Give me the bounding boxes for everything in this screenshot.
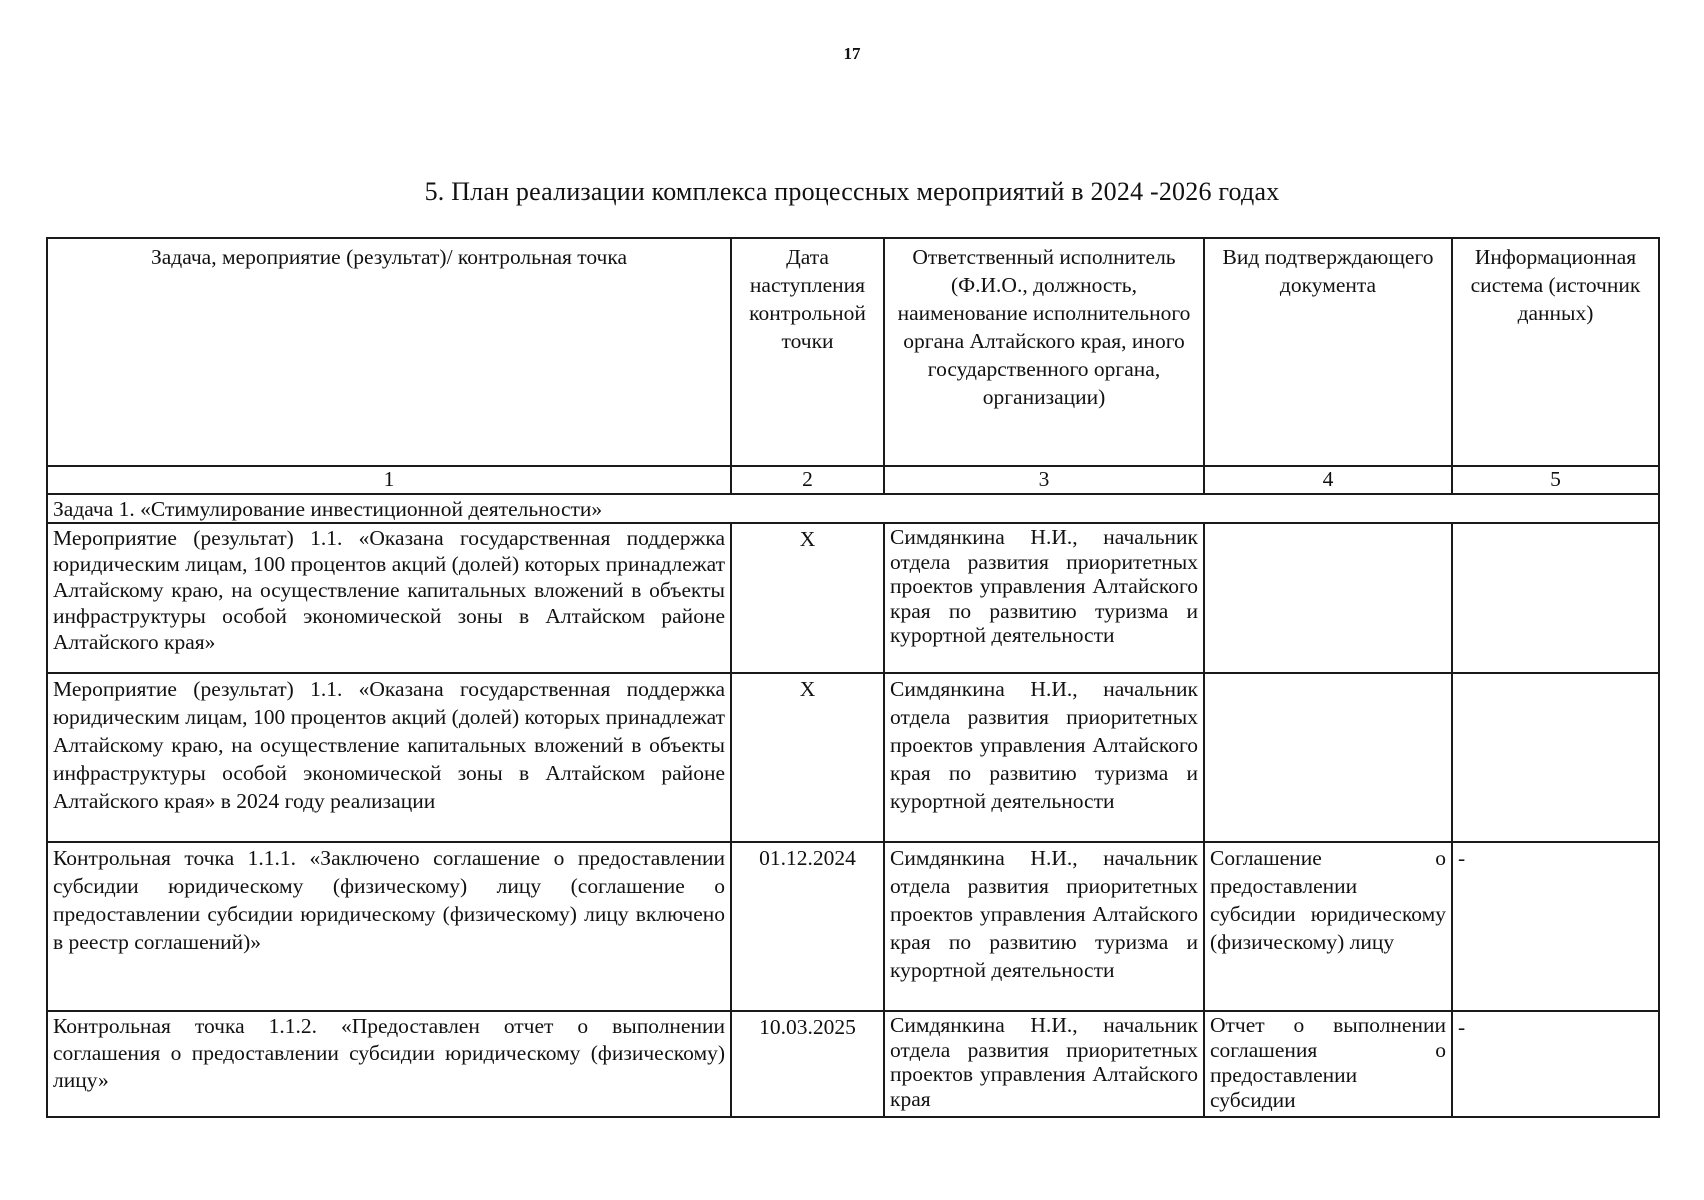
column-number: 1: [47, 466, 731, 494]
table-row: [47, 523, 1659, 673]
header-document: Вид подтверждающего документа: [1204, 238, 1452, 466]
column-number: 2: [731, 466, 884, 494]
row-system: [1452, 523, 1659, 673]
row-executor: Симдянкина Н.И., начальник отдела развития приоритетных проектов управления Алтайского края по развитию туризма и курортной деятельности: [884, 842, 1204, 1011]
table-row: [47, 1011, 1659, 1117]
column-number: 5: [1452, 466, 1659, 494]
row-system: -: [1452, 1011, 1659, 1117]
row-name: Контрольная точка 1.1.1. «Заключено соглашение о предоставлении субсидии юридическому (физическому) лицу (соглашение о предоставлении субсидии юридическому (физическому) лицу включено в реестр соглашений)»: [47, 842, 731, 1011]
table-header-row: [47, 238, 1659, 466]
row-date: 10.03.2025: [731, 1011, 884, 1117]
column-number: 3: [884, 466, 1204, 494]
row-executor: Симдянкина Н.И., начальник отдела развития приоритетных проектов управления Алтайского края по развитию туризма и курортной деятельности: [884, 523, 1204, 673]
header-date: Дата наступления контрольной точки: [731, 238, 884, 466]
page-number: 17: [843, 44, 861, 63]
row-date: X: [731, 673, 884, 842]
column-number-row: [47, 466, 1659, 494]
row-name: Мероприятие (результат) 1.1. «Оказана государственная поддержка юридическим лицам, 100 процентов акций (долей) которых принадлежат Алтайскому краю, на осуществление капитальных вложений в объекты инфраструктуры особой экономической зоны в Алтайском районе Алтайского края» в 2024 году реализации: [47, 673, 731, 842]
row-executor: Симдянкина Н.И., начальник отдела развития приоритетных проектов управления Алтайского края по развитию туризма и курортной деятельности: [884, 673, 1204, 842]
row-system: -: [1452, 842, 1659, 1011]
task-row: [47, 494, 1659, 523]
plan-table: [46, 237, 1660, 1118]
task-title: Задача 1. «Стимулирование инвестиционной деятельности»: [47, 494, 1659, 523]
header-task: Задача, мероприятие (результат)/ контрольная точка: [47, 238, 731, 466]
document-title: 5. План реализации комплекса процессных мероприятий в 2024 -2026 годах: [424, 177, 1280, 206]
table-row: [47, 673, 1659, 842]
header-system: Информационная система (источник данных): [1452, 238, 1659, 466]
row-document: [1204, 673, 1452, 842]
row-system: [1452, 673, 1659, 842]
header-executor: Ответственный исполнитель (Ф.И.О., должность, наименование исполнительного органа Алтайского края, иного государственного органа, организации): [884, 238, 1204, 466]
row-date: 01.12.2024: [731, 842, 884, 1011]
row-document: Соглашение о предоставлении субсидии юридическому (физическому) лицу: [1204, 842, 1452, 1011]
table-row: [47, 842, 1659, 1011]
row-document: [1204, 523, 1452, 673]
row-executor: Симдянкина Н.И., начальник отдела развития приоритетных проектов управления Алтайского края: [884, 1011, 1204, 1117]
row-name: Контрольная точка 1.1.2. «Предоставлен отчет о выполнении соглашения о предоставлении субсидии юридическому (физическому) лицу»: [47, 1011, 731, 1117]
row-date: X: [731, 523, 884, 673]
row-name: Мероприятие (результат) 1.1. «Оказана государственная поддержка юридическим лицам, 100 процентов акций (долей) которых принадлежат Алтайскому краю, на осуществление капитальных вложений в объекты инфраструктуры особой экономической зоны в Алтайском районе Алтайского края»: [47, 523, 731, 673]
row-document: Отчет о выполнении соглашения о предоставлении субсидии: [1204, 1011, 1452, 1117]
column-number: 4: [1204, 466, 1452, 494]
